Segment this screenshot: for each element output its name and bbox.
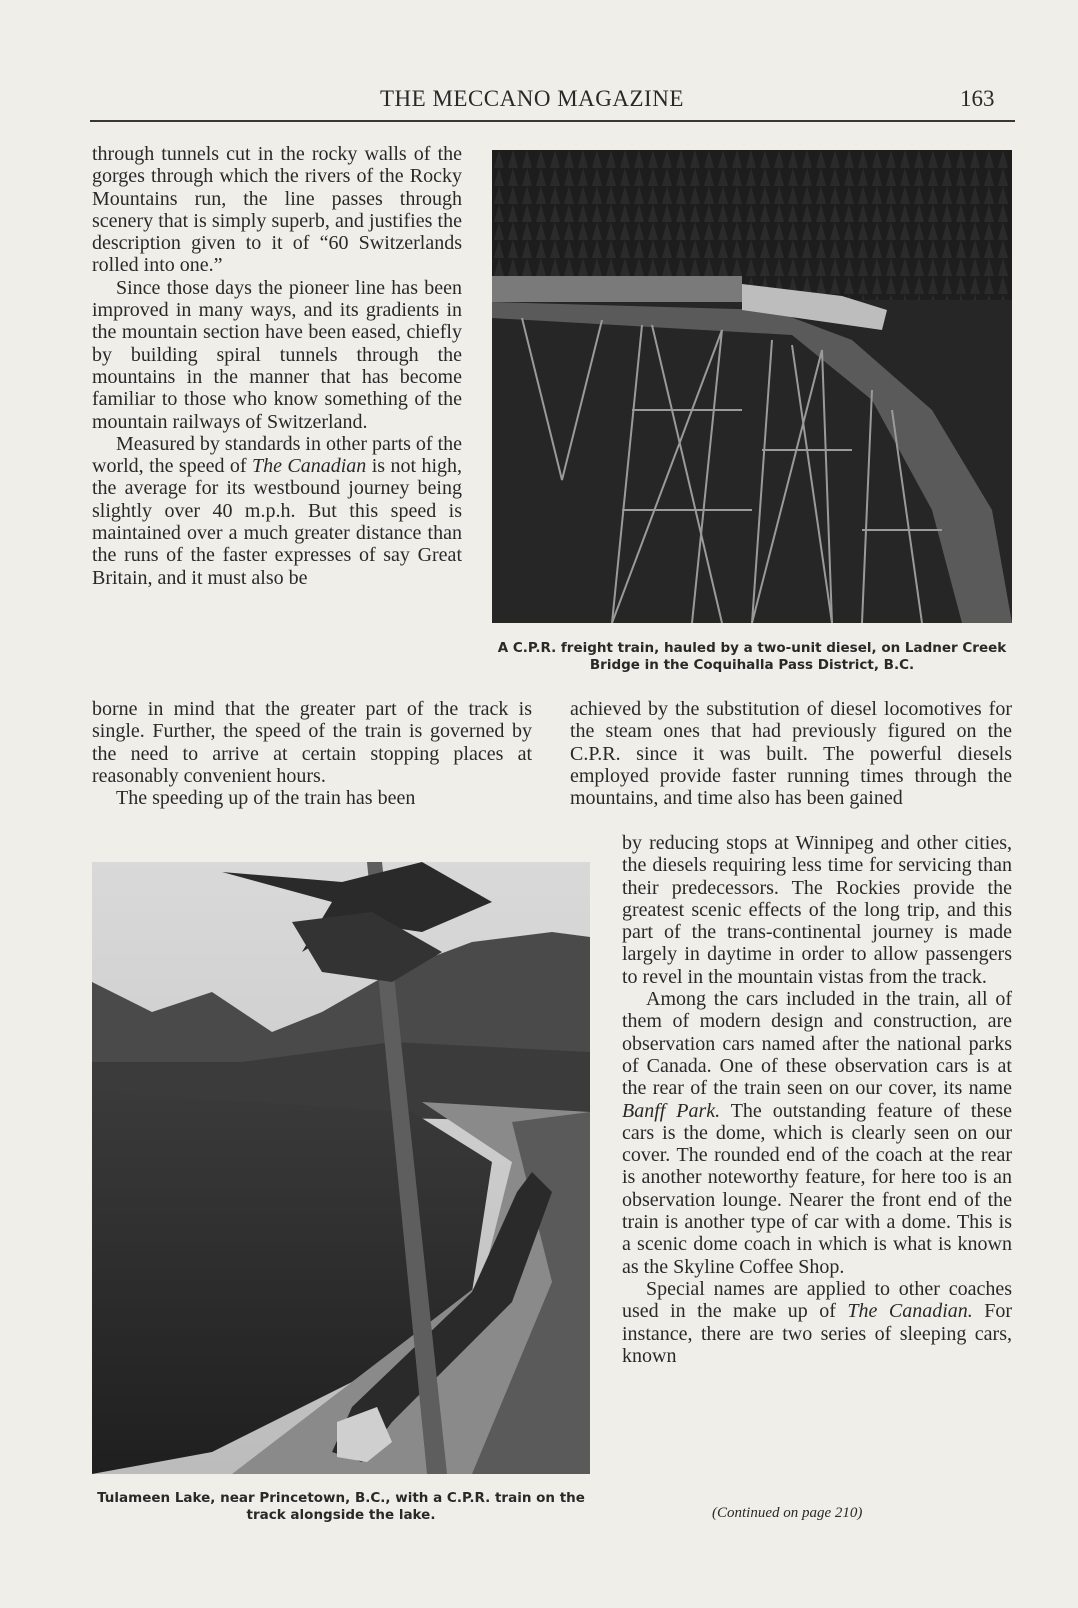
- paragraph: by reducing stops at Winnipeg and other cities, the diesels requiring less time for servicing than their predecessors. The Rockies provide the greatest scenic effects of the long trip, and this part of the trans-continental journey is made largely in daytime in order to allow passengers to revel in the mountain vistas from the track.: [622, 832, 1012, 988]
- paragraph: Special names are applied to other coaches used in the make up of The Canadian. For instance, there are two series of sleeping cars, known: [622, 1277, 1013, 1367]
- right-lower-column-text: [622, 832, 1012, 1367]
- paragraph: Among the cars included in the train, all of them of modern design and construction, are observation cars named after the national parks of Canada. One of these observation cars is at the rear of the train seen on our cover, its name Banff Park. The outstanding feature of these cars is the dome, which is clearly seen on our cover. The rounded end of the coach at the rear is another noteworthy feature, for here too is an observation lounge. Nearer the front end of the train is another type of car with a dome. This is a scenic dome coach in which is what is known as the Skyline Coffee Shop.: [622, 988, 1013, 1278]
- train-name: The Canadian.: [847, 1300, 973, 1323]
- photo-freight-train-bridge: [492, 150, 1012, 623]
- photo-bottom-caption: Tulameen Lake, near Princetown, B.C., with a C.P.R. train on the track alongside the lake.: [97, 1490, 585, 1523]
- page-header-title: THE MECCANO MAGAZINE: [380, 86, 684, 111]
- paragraph: Measured by standards in other parts of the world, the speed of The Canadian is not high, the average for its westbound journey being slightly over 40 m.p.h. But this speed is maintained over a much greater distance than the runs of the faster expresses of say Great Britain, and it must also be: [92, 432, 463, 589]
- page-number: 163: [960, 86, 995, 111]
- train-name: The Canadian: [251, 455, 367, 478]
- left-column-text: [92, 143, 462, 589]
- paragraph: through tunnels cut in the rocky walls of the gorges through which the rivers of the Rocky Mountains run, the line passes through scenery that is simply superb, and justifies the description given to it of “60 Switzerlands rolled into one.”: [92, 143, 462, 277]
- photo-top-caption: A C.P.R. freight train, hauled by a two-unit diesel, on Ladner Creek Bridge in the Coquihalla Pass District, B.C.: [497, 640, 1007, 673]
- continued-note: (Continued on page 210): [712, 1505, 863, 1521]
- paragraph: borne in mind that the greater part of the track is single. Further, the speed of the train is governed by the need to arrive at certain stopping places at reasonably convenient hours.: [92, 698, 532, 787]
- park-name: Banff Park.: [622, 1099, 721, 1122]
- paragraph: Since those days the pioneer line has been improved in many ways, and its gradients in the mountain section have been eased, chiefly by building spiral tunnels through the mountains in the manner that has become familiar to those who know something of the mountain railways of Switzerland.: [92, 276, 462, 433]
- paragraph: The speeding up of the train has been: [116, 787, 416, 810]
- left-wide-column-text: [92, 698, 532, 809]
- paragraph: achieved by the substitution of diesel locomotives for the steam ones that had previously figured on the C.P.R. since it was built. The powerful diesels employed provide faster running times through the mountains, and time also has been gained: [570, 698, 1012, 810]
- header-rule: [90, 120, 1015, 122]
- right-middle-column-text: [570, 698, 1012, 809]
- photo-tulameen-lake: [92, 862, 590, 1474]
